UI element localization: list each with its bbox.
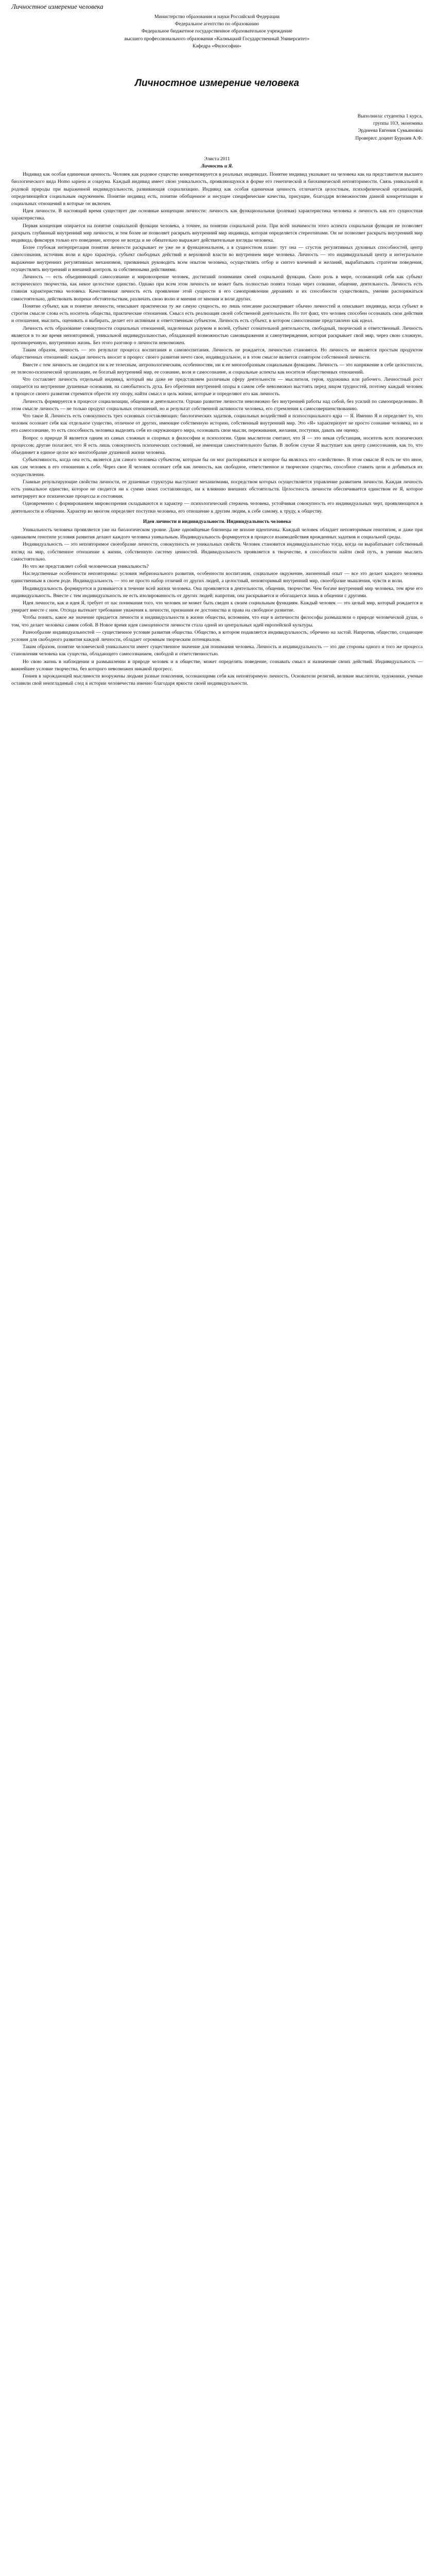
paragraph: Уникальность человека проявляется уже на биологическом уровне. Даже однояйцевые близнецы не вполне идентичны. Каждый человек обладает неповторимым генотипом, и даже при одинаковом генотипе условия развития делают каждого человека уникальным. Индивидуальность формируется в процессе взаимодействия врожденных задатков и социальной среды. bbox=[11, 527, 423, 540]
institution-header bbox=[11, 13, 423, 50]
author-line: Эрднеева Евгения Сумьяновна bbox=[358, 128, 423, 134]
paragraph: Вместе с тем личность не сводится ни к ее телесным, антропологическим, особенностям, ни к ее многообразным социальным функциям. Личность — это напряжение в себе целостности, ее телесно-психической организации, ее богатый внутренний мир, ее сознание, воля и самосознание, и социальные аспекты как носителя общественных отношений. bbox=[11, 362, 423, 375]
paragraph: Чтобы понять, какое же значение придается личности и индивидуальности в жизни общества, вспомним, что еще в античности философы размышляли о природе человеческой души, о том, что делает человека самим собой. В Новое время идея самоценности личности стала одной из центральных идей европейской культуры. bbox=[11, 615, 423, 628]
paragraph: Идея личности. В настоящий время существует две основные концепции личности: личность как функциональная (ролевая) характеристика человека и личность как его сущностная характеристика. bbox=[11, 208, 423, 222]
paragraph: Более глубокая интерпретация понятия личности раскрывает ее уже не в функциональном, а в сущностном плане: тут она — сгусток регулятивных духовных способностей, центр самосознания, источник воли и ядро характера, субъект свободных действий и верховной власти во внутреннем мире человека. Личность — это индивидуальный центр и интегральное выражение внутренних регулятивных механизмов, призванных руководить всем опытом человека, осуществлять отбор и синтез влечений и желаний, вырабатывать стратегии поведения, осуществлять внутренний и внешний контроль за собственными действиями. bbox=[11, 245, 423, 273]
paragraph: Что такое Я. Личность есть совокупность трех основных составляющих: биологических задатков, социальных воздействий и психосоциального ядра — Я. Именно Я и определяет то, что человек осознает себя как отдельное существо, отличное от других, имеющее собственную историю, собственный внутренний мир. Это «Я» характеризует не просто сознание человека, но и его самосознание, то есть способность человека выделять себя из окружающего мира, осознавать свои мысли, переживания, желания, поступки, давать им оценку. bbox=[11, 413, 423, 434]
header-line: Кафедра «Философии» bbox=[193, 43, 241, 49]
paragraph: Субъективность, когда она есть, является для самого человека субъектом, которым бы он мог распоряжаться и которое бы являлось его «свойством». В этом смысле Я есть не что иное, как сам человек в его отношении к себе. Через свое Я человек осознает себя как личность, как свободное, ответственное и творческое существо, способное ставить цели и добиваться их осуществления. bbox=[11, 457, 423, 478]
paragraph: Главные результирующие свойства личности, ее душевные структуры выступают механизмами, посредством которых осуществляется управление развитием личности. Каждая личность есть уникальное единство, которое не сводится ни к сумме своих составляющих, ни к влиянию внешних обстоятельств. Целостность личности обеспечивается единством ее Я, которое интегрирует все психические процессы и состояния. bbox=[11, 479, 423, 500]
paragraph: Личность — есть объединяющий самосознание и мировоззрение человек, достигший понимания своей социальной функции. Свою роль в мире, осознающий себя как субъект исторического творчества, как некое целостное единство. Однако при всем этом личность не может быть полностью понята только через сознание, общение, деятельность. Личность есть главная характеристика человека. Качественная личность есть проявление этой сущности в его самопроявлении дерзаниях и их способности существовать, умении распоряжаться самостоятельно, действовать вопреки обстоятельствам, различать свою волю и мнения от мнения и воли других. bbox=[11, 274, 423, 302]
document-tab-label: Личностное измерение человека bbox=[11, 3, 103, 10]
paragraph: Что составляет личность отдельный индивид, который мы даже не представляем различным сферу деятельности — мыслителя, героя, художника или рабочего. Личностный рост опирается на внутренние душевные основания, на самобытность духа. Без обретения внутренней опоры в самом себе невозможно выстоять перед лицом трудностей, поэтому каждый человек в процессе своего развития стремится обрести эту опору, найти смысл и цель жизни, которые и определяют его как личность. bbox=[11, 376, 423, 397]
paragraph: Идея личности, как и идея Я, требует от нас понимания того, что человек не может быть сведен к своим социальным функциям. Каждый человек — это целый мир, который рождается и умирает вместе с ним. Отсюда вытекает требование уважения к личности, признания ее достоинства и права на свободное развитие. bbox=[11, 600, 423, 614]
document-page bbox=[0, 0, 436, 700]
lecture-heading: Личность и Я. bbox=[201, 163, 233, 170]
header-line: Федеральное бюджетное государственное образовательное учреждение bbox=[142, 28, 292, 35]
city-year: Элиста 2011 bbox=[204, 156, 230, 162]
paragraph: Разнообразие индивидуальностей — существенное условие развития общества. Общество, в котором подавляется индивидуальность, обречено на застой. Напротив, общество, создающее условия для свободного развития каждой личности, обладает огромным творческим потенциалом. bbox=[11, 629, 423, 643]
author-line: группы 10Э, экономика bbox=[373, 121, 423, 127]
header-line: Министерство образования и науки Российской Федерации bbox=[154, 14, 280, 20]
paragraph: Личность формируется в процессе социализации, общения и деятельности. Однако развитие личности невозможно без внутренней работы над собой, без усилий по самоопределению. В этом смысле личность — не только продукт социальных отношений, но и результат собственной активности человека, его стремления к самосовершенствованию. bbox=[11, 398, 423, 412]
author-line: Проверил: доцент Бурнаев А.Ф. bbox=[355, 135, 423, 141]
paragraph: Но что же представляет собой человеческая уникальность? bbox=[23, 564, 149, 569]
body-text bbox=[11, 171, 423, 687]
paragraph: Таким образом, понятие человеческой уникальности имеет существенное значение для понимания человека. Личность и индивидуальность — это две стороны одного и того же процесса становления человека как существа, обладающего самосознанием, свободой и ответственностью. bbox=[11, 644, 423, 657]
author-block bbox=[11, 113, 423, 142]
header-line: высшего профессионального образования «Калмыцкий Государственный Университет» bbox=[124, 36, 310, 42]
section-heading: Идея личности и индивидуальности. Индивидуальность человека bbox=[143, 518, 291, 524]
paragraph: Личность есть образование совокупности социальных отношений, наделенных разумом и волей, субъект сознательной деятельности, свободный, творческий и ответственный. Личность является в то же время неповторимой, уникальной индивидуальностью, обладающей возможностью самовыражения и самоутверждения, которая раскрывает свой мир, через свою сложную, противоречивую, внутреннюю жизнь. Без этого разговор о личности невозможен. bbox=[11, 325, 423, 346]
paragraph: Гениев в зарождающей мыслимости вооружены людьми разные поколения, осознающими себя как неповторимую личность. Основатели религий, великие мыслители, художники, ученые оставили свой неизгладимый след в истории человечества именно благодаря яркости своей индивидуальности. bbox=[11, 673, 423, 687]
paragraph: Первая концепция опирается на понятие социальной функции человека, а точнее, на понятии социальной роли. При всей значимости этого аспекта социальная функция не позволяет раскрыть глубинный внутренний мир личности, и тем более не позволяет раскрыть внутренний мир индивида, которая определяется стереотипами. Он не позволяет раскрыть внутренний мир индивида, фиксируя только его поведение, которое не всегда и не обязательно выражает действительные взгляды человека. bbox=[11, 223, 423, 244]
paragraph: Вопрос о природе Я является одним из самых сложных и спорных в философии и психологии. Одни мыслители считают, что Я — это некая субстанция, носитель всех психических процессов; другие полагают, что Я есть лишь совокупность психических состояний, не имеющая самостоятельного бытия. В любом случае Я выступает как центр самосознания, как то, что объединяет в единое целое все многообразие душевной жизни человека. bbox=[11, 435, 423, 455]
paragraph: Индивид как особая единичная ценность. Человек как родовое существо конкретизируется в реальных индивидах. Понятие индивид указывает на человека как на представителя высшего биологического вида Homo sapiens и социума. Каждый индивид имеет свою уникальность, проявляющуюся в форме его генетической и биохимической неповторимости. Связь уникальной и родовой природы при выраженной индивидуальности, развивающая социализацию. Индивид как особая единичная ценность отличается целостным, психофизической организацией, определяющейся социальным окружением. Понятие индивид есть, понятие обобщенное и несущее специфические качества, присущие, благодаря возможностям данной конкретизации и социальных отношений в которые он включен. bbox=[11, 172, 423, 207]
paragraph: Наследственные особенности неповторимы: условия эмбрионального развития, особенности воспитания, социальное окружение, жизненный опыт — все это делает каждого человека единственным в своем роде. Индивидуальность — это не просто набор отличий от других людей, а целостный, неповторимый внутренний мир, своеобразие мышления, чувств и воли. bbox=[11, 571, 423, 584]
paragraph: Но свою жизнь в наблюдении и размышлении в природе человек и в обществе, может определять поведение, сознавать смысл и назначение своих действий. Индивидуальность — важнейшее условие творчества, без которого невозможен никакой прогресс. bbox=[11, 658, 423, 672]
paragraph: Одновременно с формированием мировоззрения складываются и характер — психологический стержень человека, устойчивая совокупность его индивидуальных черт, проявляющихся в деятельности и общении. Характер во многом определяет поступки человека, его отношение к другим людям, к себе самому, к труду, к обществу. bbox=[11, 501, 423, 514]
paragraph: Индивидуальность формируется и развивается в течение всей жизни человека. Она проявляется в деятельности, общении, творчестве. Чем богаче внутренний мир человека, тем ярче его индивидуальность. Вместе с тем индивидуальность не есть изолированность от других людей; напротив, она раскрывается и обогащается лишь в общении с другими. bbox=[11, 585, 423, 599]
document-title: Личностное измерение человека bbox=[134, 78, 300, 89]
paragraph: Таким образом, личность — это результат процесса воспитания и самовоспитания. Личность не рождается, личностью становятся. Но личность не является простым продуктом общественных отношений: каждая личность вносит в процесс своего развития нечто свое, индивидуальное, и в этом смысле является соавтором собственной личности. bbox=[11, 347, 423, 361]
paragraph: Индивидуальность — это неповторимое своеобразие личности, совокупность ее уникальных свойств. Человек становится индивидуальностью тогда, когда он вырабатывает собственный взгляд на мир, собственное отношение к жизни, собственную систему ценностей. Индивидуальность проявляется в творчестве, в способности найти свой путь, в умении мыслить самостоятельно. bbox=[11, 541, 423, 562]
author-line: Выполнила: студентка 1 курса, bbox=[357, 113, 423, 120]
header-line: Федеральное агентство по образованию bbox=[175, 21, 259, 27]
paragraph: Понятие субъект, как и понятие личности, описывает практически ту же самую сущность, но лишь описание рассматривает обычно личностей и описывает индивида, когда субъект в строгом смысле слова есть носитель общества, практические отношения. Смысл есть реализация своей собственной деятельности. Но тот факт, что человек способен осознавать свои действия и отношения, мыслить, оценивать и выбирать, делает его активным и ответственным субъектом. Личность есть субъект, в котором самосознание представлено как идеал. bbox=[11, 303, 423, 324]
